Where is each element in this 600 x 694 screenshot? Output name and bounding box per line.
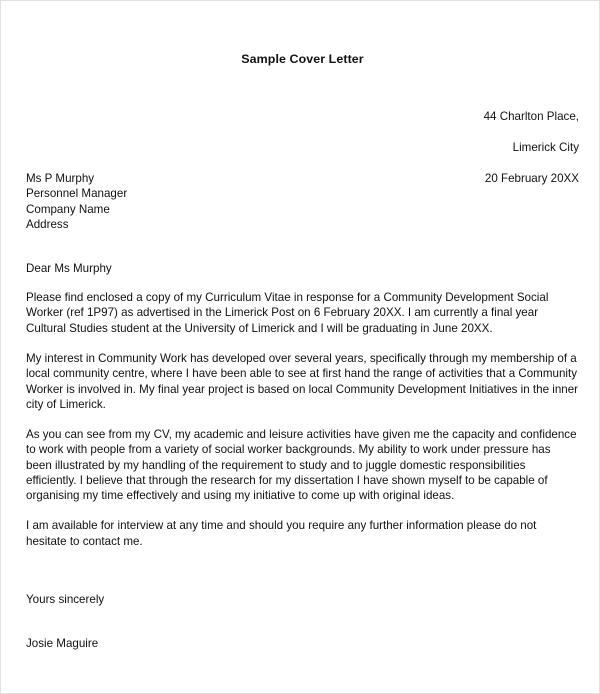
letter-body (26, 290, 579, 549)
sender-address-block (484, 94, 579, 202)
recipient-address-line: Ms P Murphy (26, 172, 95, 185)
recipient-address-line: Company Name (26, 202, 110, 216)
sender-address-line: 20 February 20XX (484, 172, 579, 186)
body-paragraph: My interest in Community Work has developed over several years, specifically through my membership of a local community centre, where I have been able to see at first hand the range of activities that a Community Worker is involved in. My final year project is based on local Community Development Initiatives in the inner city of Limerick. (26, 351, 579, 411)
recipient-address-line: Address (26, 218, 69, 232)
body-paragraph: Please find enclosed a copy of my Curriculum Vitae in response for a Community Development Social Worker (ref 1P97) as advertised in the Limerick Post on 6 February 20XX. I am currently a final year Cultural Studies student at the University of Limerick and I will be graduating in June 20XX. (26, 291, 549, 335)
signature-name: Josie Maguire (26, 637, 99, 650)
body-paragraph: As you can see from my CV, my academic and leisure activities have given me the capacity and confidence to work with people from a variety of social worker backgrounds. My ability to work under pressure has been illustrated by my handling of the requirement to study and to juggle domestic responsibilities efficiently. I believe that through the research for my dissertation I have shown myself to be capable of organising my time effectively and using my initiative to come up with original ideas. (26, 427, 577, 503)
recipient-address-line: Personnel Manager (26, 187, 128, 201)
recipient-address-block (26, 171, 127, 233)
page-title: Sample Cover Letter (241, 52, 364, 66)
sender-address-line: Limerick City (512, 141, 579, 155)
sender-address-line: 44 Charlton Place, (483, 110, 579, 124)
body-paragraph: I am available for interview at any time and should you require any further information please do not hesitate to contact me. (26, 519, 537, 548)
salutation: Dear Ms Murphy (26, 262, 112, 275)
closing-salutation: Yours sincerely (26, 593, 105, 606)
letter-content-area (26, 1, 579, 693)
